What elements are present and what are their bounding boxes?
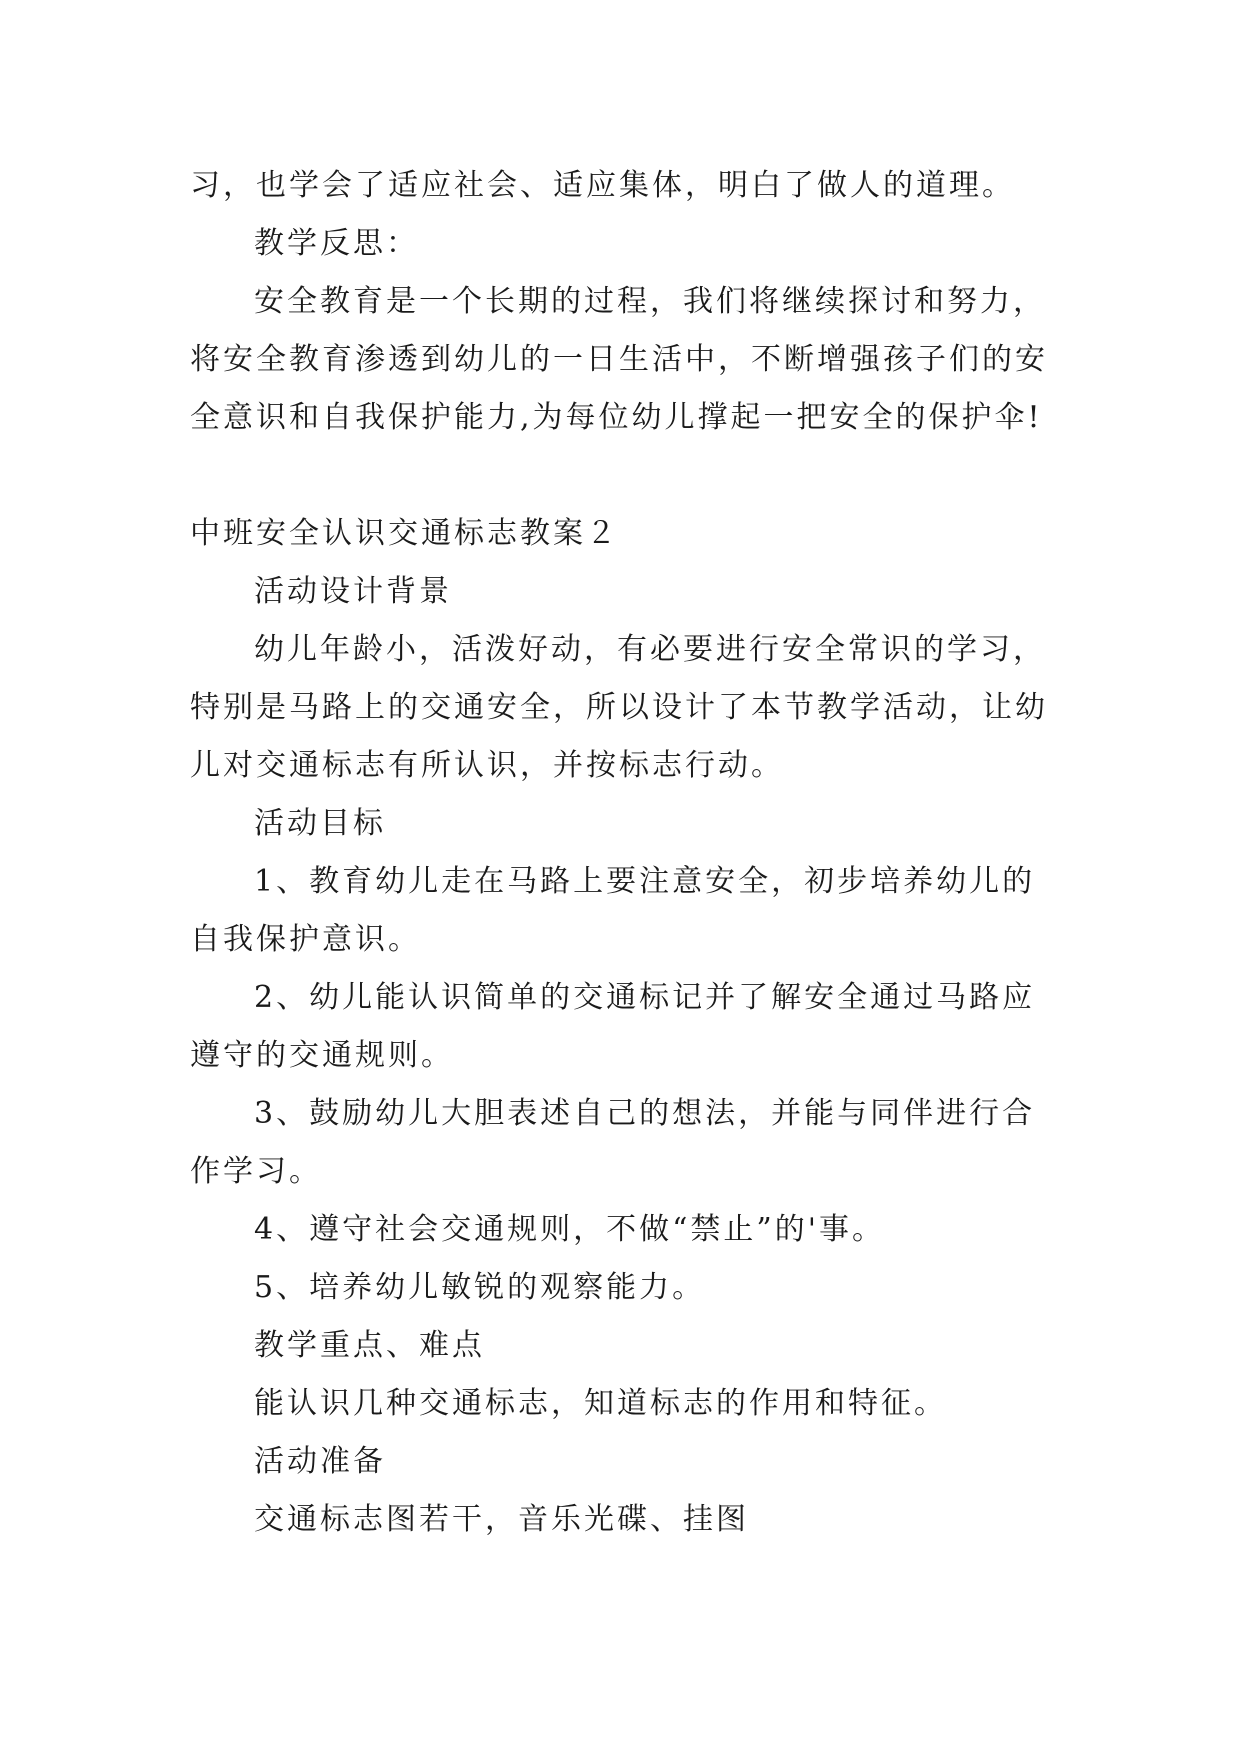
goal-line: 自我保护意识。 (190, 922, 421, 957)
focus-text: 能认识几种交通标志，知道标志的作用和特征。 (254, 1386, 947, 1421)
background-heading: 活动设计背景 (254, 574, 452, 609)
paragraph-line: 习，也学会了适应社会、适应集体，明白了做人的道理。 (190, 168, 1015, 203)
goal-line: 3、鼓励幼儿大胆表述自己的想法，并能与同伴进行合 (254, 1096, 1036, 1131)
goal-line: 作学习。 (190, 1154, 322, 1189)
goals-heading: 活动目标 (254, 806, 386, 841)
background-line: 幼儿年龄小，活泼好动，有必要进行安全常识的学习， (254, 632, 1046, 667)
prep-text: 交通标志图若干，音乐光碟、挂图 (254, 1502, 749, 1537)
reflection-heading: 教学反思： (254, 226, 419, 261)
background-line: 儿对交通标志有所认识，并按标志行动。 (190, 748, 784, 783)
goal-line: 4、遵守社会交通规则，不做“禁止”的'事。 (254, 1212, 886, 1247)
reflection-line: 将安全教育渗透到幼儿的一日生活中，不断增强孩子们的安 (190, 342, 1048, 377)
reflection-line: 全意识和自我保护能力,为每位幼儿撑起一把安全的保护伞! (190, 400, 1043, 435)
goal-line: 5、培养幼儿敏锐的观察能力。 (254, 1270, 706, 1305)
goal-line: 2、幼儿能认识简单的交通标记并了解安全通过马路应 (254, 980, 1036, 1015)
focus-heading: 教学重点、难点 (254, 1328, 485, 1363)
section-title: 中班安全认识交通标志教案２ (190, 516, 619, 551)
goal-line: 1、教育幼儿走在马路上要注意安全，初步培养幼儿的 (254, 864, 1036, 899)
prep-heading: 活动准备 (254, 1444, 386, 1479)
goal-line: 遵守的交通规则。 (190, 1038, 454, 1073)
reflection-line: 安全教育是一个长期的过程，我们将继续探讨和努力， (254, 284, 1046, 319)
background-line: 特别是马路上的交通安全，所以设计了本节教学活动，让幼 (190, 690, 1048, 725)
